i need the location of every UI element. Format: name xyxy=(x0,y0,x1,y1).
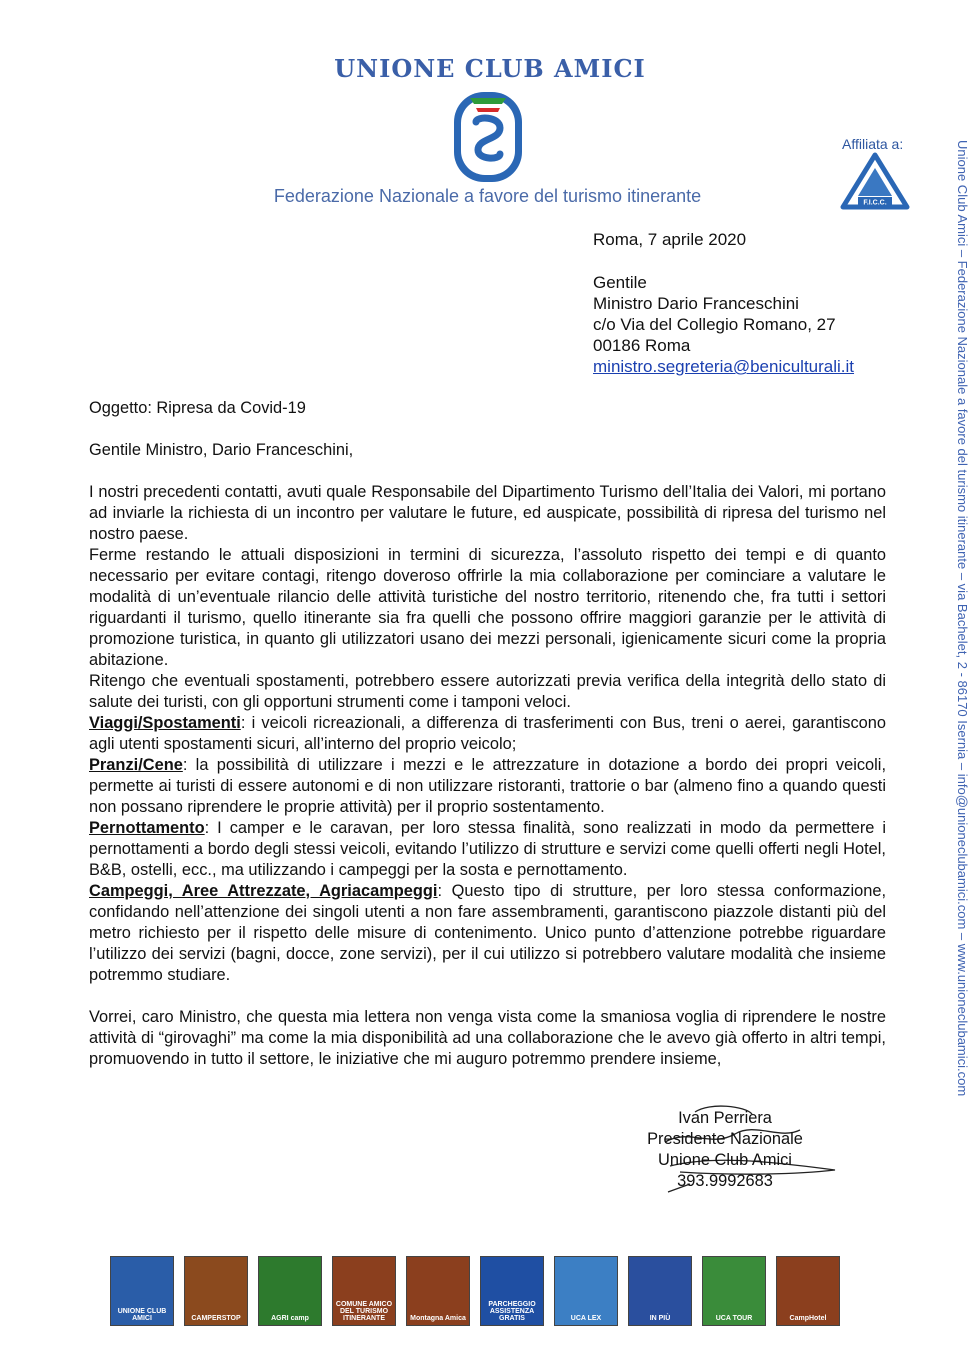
section-overnight-text: : I camper e le caravan, per loro stessa finalità, sono realizzati in modo da permettere i pernottamenti a bordo degli stessi veicoli, evitando l’utilizzo di strutture e servizi come quelli offerti negli Hotel, B&B, ostelli, ecc., ma utilizzando i campeggi per la sosta e pernottamento. xyxy=(89,819,886,879)
signer-org: Unione Club Amici xyxy=(658,1151,792,1169)
unione-club-amici-logo xyxy=(452,88,524,184)
section-overnight-heading: Pernottamento xyxy=(89,819,205,837)
section-meals-heading: Pranzi/Cene xyxy=(89,756,183,774)
camphotel-logo: CampHotel xyxy=(776,1256,840,1326)
section-meals-text: : la possibilità di utilizzare i mezzi e le attrezzature in dotazione a bordo dei propri veicoli, permette ai turisti di essere autonomi e di non utilizzare ristoranti, trattorie o bar (almeno fino a quando questi non possano riprendere le proprie attività) per il proprio sostentamento. xyxy=(89,756,886,816)
montagna-amica-logo: Montagna Amica xyxy=(406,1256,470,1326)
comune-amico-logo: COMUNE AMICO DEL TURISMO ITINERANTE xyxy=(332,1256,396,1326)
section-campsites xyxy=(89,881,886,986)
signer-role: Presidente Nazionale xyxy=(647,1130,803,1148)
letter-date: Roma, 7 aprile 2020 xyxy=(593,230,747,249)
in-piu-logo: IN PIÙ xyxy=(628,1256,692,1326)
recipient-email-link[interactable]: ministro.segreteria@beniculturali.it xyxy=(593,357,855,376)
partner-logos-row xyxy=(110,1256,880,1330)
signature-block xyxy=(625,1108,825,1192)
side-contact-text: Unione Club Amici – Federazione Nazionale a favore del turismo itinerante – via Bachelet, 2 - 86170 Isernia – info@unioneclubamici.com – www.unioneclubamici.com xyxy=(955,140,970,1097)
section-campsites-text: : Questo tipo di strutture, per loro stessa conformazione, confidando nell’attenzione dei singoli utenti a non fare assembramenti, garantiscono piazzole distanti più del metro richiesto per il rispetto delle misure di contenimento. Unico punto d’attenzione potrebbe riguardare l’utilizzo dei servizi (bagni, docce, zone servizi), per il cui utilizzo si potrebbero valutare modalità che insieme potremmo studiare. xyxy=(89,882,886,984)
signer-phone: 393.9992683 xyxy=(677,1172,773,1190)
org-name: UNIONE CLUB AMICI xyxy=(334,54,646,83)
recipient-street: c/o Via del Collegio Romano, 27 xyxy=(593,315,836,334)
paragraph-intro: I nostri precedenti contatti, avuti quale Responsabile del Dipartimento Turismo dell’Italia dei Valori, mi portano ad inviarle la richiesta di un incontro per valutare le future, ed auspicate, possibilità di ripresa del turismo nel nostro paese. xyxy=(89,483,886,543)
paragraph-collaboration: Ferme restando le attuali disposizioni in termini di sicurezza, l’assoluto rispetto dei tempi e di quanto necessario per evitare contagi, ritengo doveroso offrirle la mia collaborazione per cominciare a valutare le modalità di un’eventuale rilancio delle attività turistiche del nostro territorio, ritenendo che, fra tutti i settori riguardanti il turismo, quello itinerante sia fra quelli che possono offrire maggiori garanzie per le attività di promozione turistica, in quanto gli utilizzatori usano dei mezzi personali, igienicamente sicuri come la propria abitazione. xyxy=(89,546,886,669)
federation-subtitle: Federazione Nazionale a favore del turismo itinerante xyxy=(273,186,702,206)
unione-club-amici-logo: UNIONE CLUB AMICI xyxy=(110,1256,174,1326)
section-travel xyxy=(89,713,886,755)
uca-tour-logo: UCA TOUR xyxy=(702,1256,766,1326)
section-meals xyxy=(89,755,886,818)
signer-name: Ivan Perriera xyxy=(678,1109,772,1127)
section-travel-text: : i veicoli ricreazionali, a differenza di trasferimenti con Bus, treni o aerei, garantiscono agli utenti spostamenti sicuri, all’interno del proprio veicolo; xyxy=(89,714,886,753)
uca-lex-logo: UCA LEX xyxy=(554,1256,618,1326)
paragraph-closing: Vorrei, caro Ministro, che questa mia lettera non venga vista come la smaniosa voglia di riprendere le nostre attività di “girovaghi” ma come la mia disponibilità ad una collaborazione che le avevo già offerto in altri tempi, promuovendo in tutto il settore, le iniziative che mi auguro potremmo prendere insieme, xyxy=(89,1008,886,1068)
agricamp-logo: AGRI camp xyxy=(258,1256,322,1326)
section-travel-heading: Viaggi/Spostamenti xyxy=(89,714,241,732)
affiliate-label: Affiliata a: xyxy=(842,136,904,152)
ficc-logo xyxy=(840,152,910,212)
camperstop-logo: CAMPERSTOP xyxy=(184,1256,248,1326)
section-overnight xyxy=(89,818,886,881)
recipient-name: Ministro Dario Franceschini xyxy=(593,294,799,313)
recipient-salutation: Gentile xyxy=(593,273,647,292)
letter-subject: Oggetto: Ripresa da Covid-19 xyxy=(89,399,306,417)
letter-body xyxy=(89,398,886,1070)
paragraph-health-check: Ritengo che eventuali spostamenti, potrebbero essere autorizzati previa verifica della integrità dello stato di salute dei turisti, con gli opportuni strumenti come i tamponi veloci. xyxy=(89,672,886,711)
recipient-city: 00186 Roma xyxy=(593,336,691,355)
ficc-logo-text: F.I.C.C. xyxy=(863,199,887,207)
letter-greeting: Gentile Ministro, Dario Franceschini, xyxy=(89,441,354,459)
section-campsites-heading: Campeggi, Aree Attrezzate, Agriacampeggi xyxy=(89,882,438,900)
h-parking-logo: PARCHEGGIO ASSISTENZA GRATIS xyxy=(480,1256,544,1326)
